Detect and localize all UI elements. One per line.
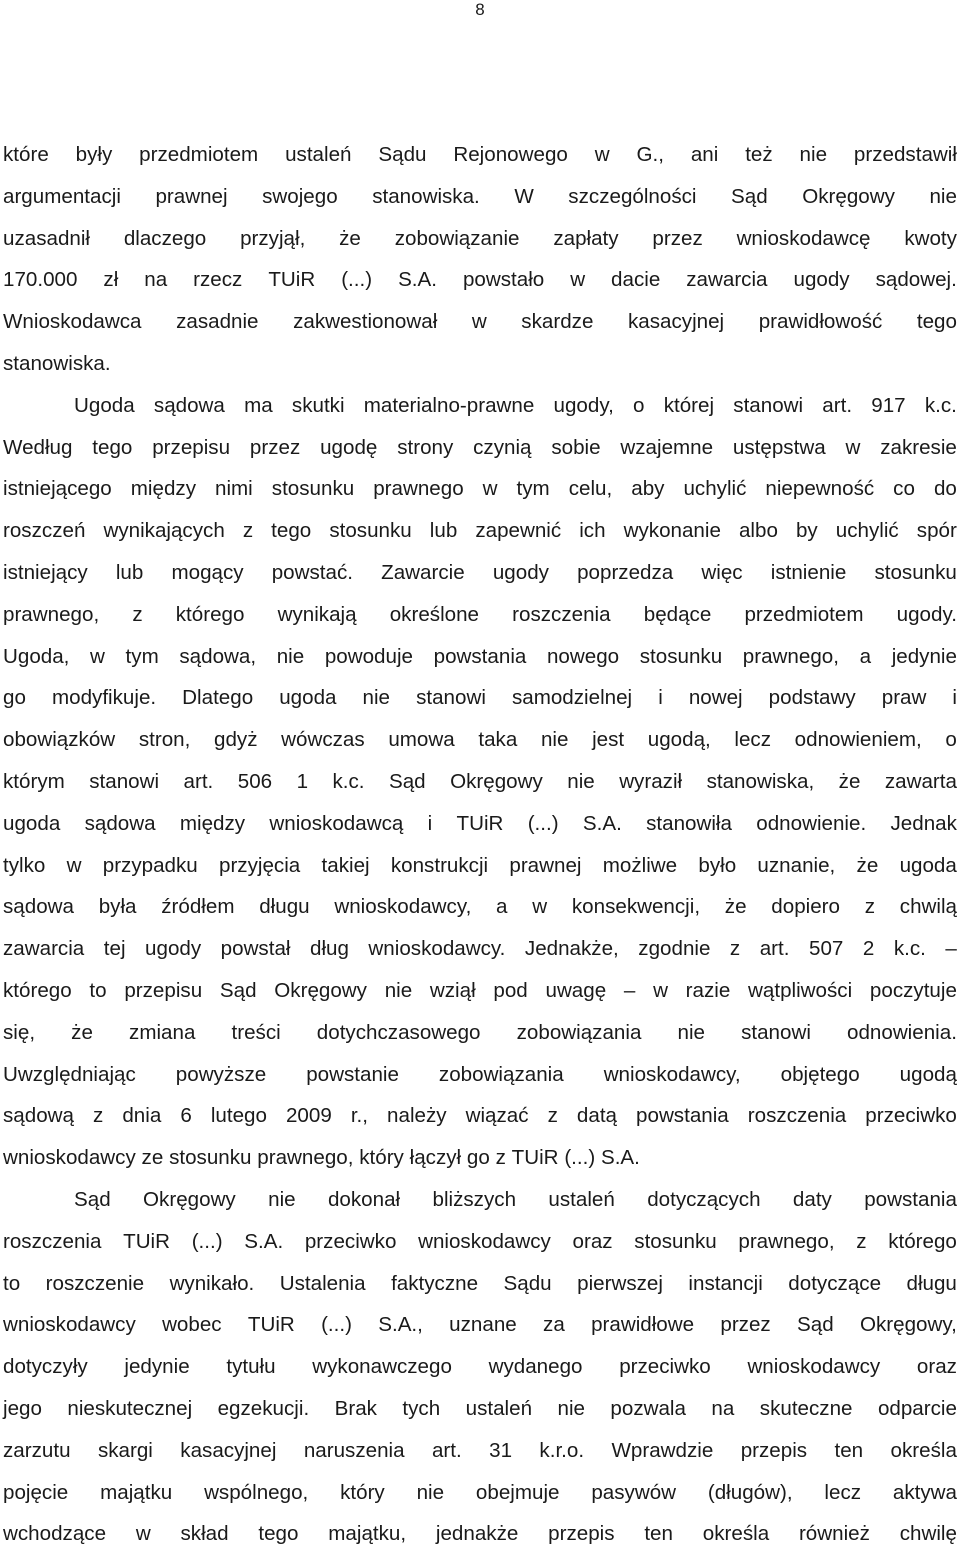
text-line: tylko w przypadku przyjęcia takiej konstrukcji prawnej możliwe było uznanie, że ugoda	[3, 853, 957, 877]
text-line: stanowiska.	[3, 351, 111, 375]
text-line: wnioskodawcy ze stosunku prawnego, który łączył go z TUiR (...) S.A.	[3, 1146, 640, 1170]
document-body	[3, 134, 957, 1555]
text-line: dotyczyły jedynie tytułu wykonawczego wydanego przeciwko wnioskodawcy oraz	[3, 1355, 957, 1379]
page-number: 8	[475, 0, 485, 19]
paragraph	[3, 385, 957, 1179]
paragraph	[3, 134, 957, 385]
text-line: Ugoda sądowa ma skutki materialno-prawne ugody, o której stanowi art. 917 k.c.	[74, 393, 957, 417]
text-line: roszczenia TUiR (...) S.A. przeciwko wnioskodawcy oraz stosunku prawnego, z którego	[3, 1229, 957, 1253]
text-line: którego to przepisu Sąd Okręgowy nie wziął pod uwagę – w razie wątpliwości poczytuje	[3, 978, 957, 1002]
text-line: Sąd Okręgowy nie dokonał bliższych ustaleń dotyczących daty powstania	[74, 1187, 957, 1211]
text-line: Według tego przepisu przez ugodę strony czynią sobie wzajemne ustępstwa w zakresie	[3, 435, 957, 459]
text-line: Wnioskodawca zasadnie zakwestionował w skardze kasacyjnej prawidłowość tego	[3, 310, 957, 334]
text-line: argumentacji prawnej swojego stanowiska. W szczególności Sąd Okręgowy nie	[3, 184, 957, 208]
text-line: zarzutu skargi kasacyjnej naruszenia art. 31 k.r.o. Wprawdzie przepis ten określa	[3, 1438, 957, 1462]
text-line: to roszczenie wynikało. Ustalenia faktyczne Sądu pierwszej instancji dotyczące długu	[3, 1271, 957, 1295]
text-line: które były przedmiotem ustaleń Sądu Rejonowego w G., ani też nie przedstawił	[3, 143, 957, 166]
text-line: obowiązków stron, gdyż wówczas umowa taka nie jest ugodą, lecz odnowieniem, o	[3, 728, 957, 752]
text-line: uzasadnił dlaczego przyjął, że zobowiązanie zapłaty przez wnioskodawcę kwoty	[3, 226, 957, 250]
text-line: prawnego, z którego wynikają określone roszczenia będące przedmiotem ugody.	[3, 602, 957, 626]
text-line: wnioskodawcy wobec TUiR (...) S.A., uznane za prawidłowe przez Sąd Okręgowy,	[3, 1313, 957, 1337]
text-line: go modyfikuje. Dlatego ugoda nie stanowi samodzielnej i nowej podstawy praw i	[3, 686, 957, 710]
text-line: jego nieskutecznej egzekucji. Brak tych ustaleń nie pozwala na skuteczne odparcie	[3, 1396, 957, 1420]
text-line: 170.000 zł na rzecz TUiR (...) S.A. powstało w dacie zawarcia ugody sądowej.	[3, 268, 957, 292]
text-line: Ugoda, w tym sądowa, nie powoduje powstania nowego stosunku prawnego, a jedynie	[3, 644, 957, 668]
text-line: wchodzące w skład tego majątku, jednakże przepis ten określa również chwilę	[3, 1522, 957, 1546]
paragraph	[3, 1179, 957, 1555]
text-line: zawarcia tej ugody powstał dług wnioskodawcy. Jednakże, zgodnie z art. 507 2 k.c. –	[3, 937, 957, 961]
text-line: ugoda sądowa między wnioskodawcą i TUiR (...) S.A. stanowiła odnowienie. Jednak	[3, 811, 957, 835]
text-line: istniejącego między nimi stosunku prawnego w tym celu, aby uchylić niepewność co do	[3, 477, 957, 501]
text-line: pojęcie majątku wspólnego, który nie obejmuje pasywów (długów), lecz aktywa	[3, 1480, 957, 1504]
text-line: którym stanowi art. 506 1 k.c. Sąd Okręgowy nie wyraził stanowiska, że zawarta	[3, 769, 957, 793]
text-line: istniejący lub mogący powstać. Zawarcie ugody poprzedza więc istnienie stosunku	[3, 560, 957, 584]
text-line: roszczeń wynikających z tego stosunku lub zapewnić ich wykonanie albo by uchylić spór	[3, 519, 957, 543]
text-line: Uwzględniając powyższe powstanie zobowiązania wnioskodawcy, objętego ugodą	[3, 1062, 957, 1086]
text-line: sądową z dnia 6 lutego 2009 r., należy wiązać z datą powstania roszczenia przeciwko	[3, 1104, 957, 1128]
text-line: sądowa była źródłem długu wnioskodawcy, a w konsekwencji, że dopiero z chwilą	[3, 895, 957, 919]
text-line: się, że zmiana treści dotychczasowego zobowiązania nie stanowi odnowienia.	[3, 1020, 957, 1044]
